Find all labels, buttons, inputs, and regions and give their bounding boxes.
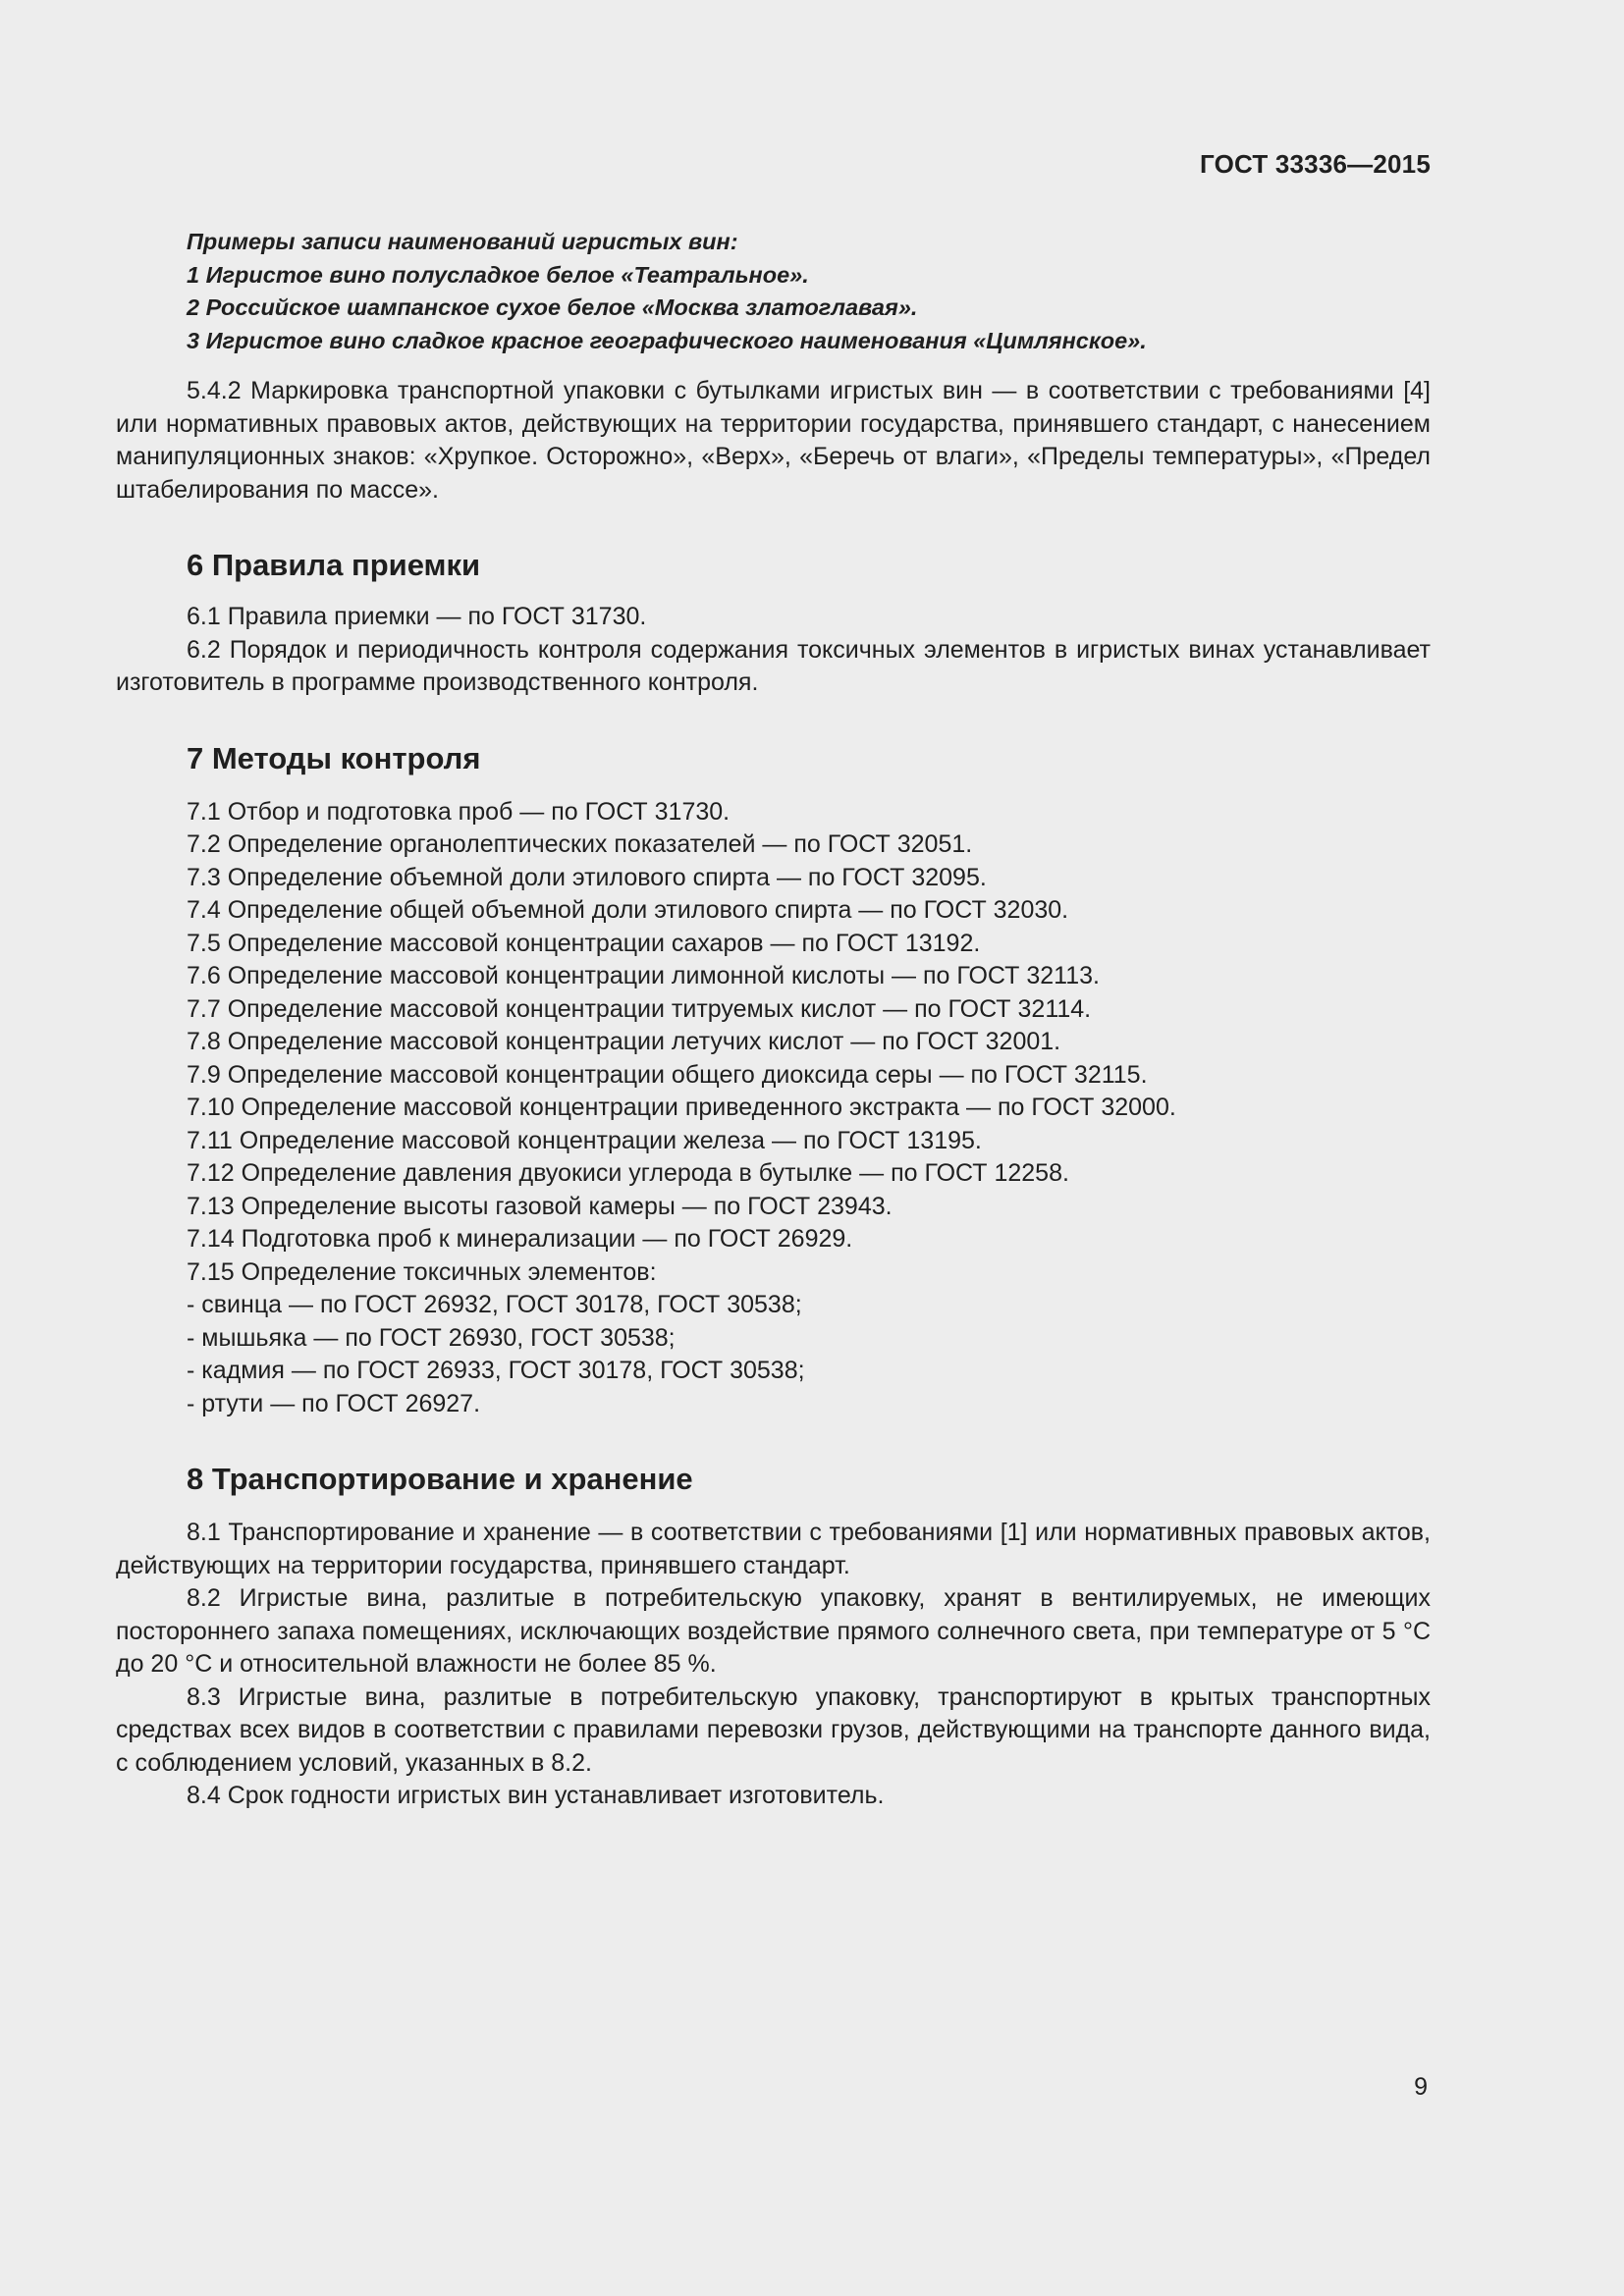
list-item: 7.10 Определение массовой концентрации приведенного экстракта — по ГОСТ 32000. [187,1094,1176,1121]
list-item: 7.5 Определение массовой концентрации сахаров — по ГОСТ 13192. [187,929,981,957]
document-code: ГОСТ 33336—2015 [1200,149,1431,179]
list-item: 7.13 Определение высоты газовой камеры — по ГОСТ 23943. [187,1192,893,1220]
page-content [116,226,1431,1813]
paragraph-5-4-2: 5.4.2 Маркировка транспортной упаковки с бутылками игристых вин — в соответствии с требованиями [4] или нормативных правовых актов, действующих на территории государства, принявшего стандарт, с нанесением манипуляционных знаков: «Хрупкое. Осторожно», «Верх», «Беречь от влаги», «Пределы температуры», «Предел штабелирования по массе». [116,377,1431,504]
dash-item: - свинца — по ГОСТ 26932, ГОСТ 30178, ГОСТ 30538; [187,1291,802,1318]
list-item: 7.15 Определение токсичных элементов: [187,1257,657,1286]
page-number: 9 [1414,2073,1428,2101]
dash-item: - кадмия — по ГОСТ 26933, ГОСТ 30178, ГОСТ 30538; [187,1357,805,1384]
list-item: 7.2 Определение органолептических показателей — по ГОСТ 32051. [187,830,973,858]
paragraph-8-3: 8.3 Игристые вина, разлитые в потребительскую упаковку, транспортируют в крытых транспортных средствах всех видов в соответствии с правилами перевозки грузов, действующими на транспорте данного вида, с соблюдением условий, указанных в 8.2. [116,1682,1431,1777]
section-8-title: 8 Транспортирование и хранение [187,1462,693,1496]
dash-item: - мышьяка — по ГОСТ 26930, ГОСТ 30538; [187,1323,676,1352]
list-item: 7.9 Определение массовой концентрации общего диоксида серы — по ГОСТ 32115. [187,1060,1148,1089]
list-item: 7.3 Определение объемной доли этилового спирта — по ГОСТ 32095. [187,863,987,891]
examples-block [116,226,1431,357]
list-item: 7.11 Определение массовой концентрации железа — по ГОСТ 13195. [187,1126,982,1154]
list-item: 7.14 Подготовка проб к минерализации — по ГОСТ 26929. [187,1225,853,1253]
example-item: 1 Игристое вино полусладкое белое «Театральное». [187,261,809,288]
section-7-title: 7 Методы контроля [187,740,481,775]
paragraph-8-4: 8.4 Срок годности игристых вин устанавливает изготовитель. [187,1782,885,1809]
list-item: 7.7 Определение массовой концентрации титруемых кислот — по ГОСТ 32114. [187,994,1092,1023]
example-item: 2 Российское шампанское сухое белое «Москва златоглавая». [187,294,918,320]
paragraph-6-2: 6.2 Порядок и периодичность контроля содержания токсичных элементов в игристых винах устанавливает изготовитель в программе производственного контроля. [116,635,1431,696]
dash-item: - ртути — по ГОСТ 26927. [187,1389,481,1417]
list-item: 7.8 Определение массовой концентрации летучих кислот — по ГОСТ 32001. [187,1028,1061,1055]
list-item: 7.1 Отбор и подготовка проб — по ГОСТ 31730. [187,797,731,826]
paragraph-8-1: 8.1 Транспортирование и хранение — в соответствии с требованиями [1] или нормативных правовых актов, действующих на территории государства, принявшего стандарт. [116,1519,1431,1579]
list-item: 7.4 Определение общей объемной доли этилового спирта — по ГОСТ 32030. [187,896,1069,924]
section-6-title: 6 Правила приемки [187,548,481,582]
examples-heading: Примеры записи наименований игристых вин: [187,229,738,254]
list-item: 7.12 Определение давления двуокиси углерода в бутылке — по ГОСТ 12258. [187,1159,1069,1187]
section-7-list [116,796,1431,1421]
paragraph-8-2: 8.2 Игристые вина, разлитые в потребительскую упаковку, хранят в вентилируемых, не имеющих постороннего запаха помещениях, исключающих воздействие прямого солнечного света, при температуре от 5 °С до 20 °С и относительной влажности не более 85 %. [116,1584,1431,1678]
list-item: 7.6 Определение массовой концентрации лимонной кислоты — по ГОСТ 32113. [187,962,1100,989]
example-item: 3 Игристое вино сладкое красное географического наименования «Цимлянское». [187,327,1147,353]
paragraph-6-1: 6.1 Правила приемки — по ГОСТ 31730. [187,603,647,630]
